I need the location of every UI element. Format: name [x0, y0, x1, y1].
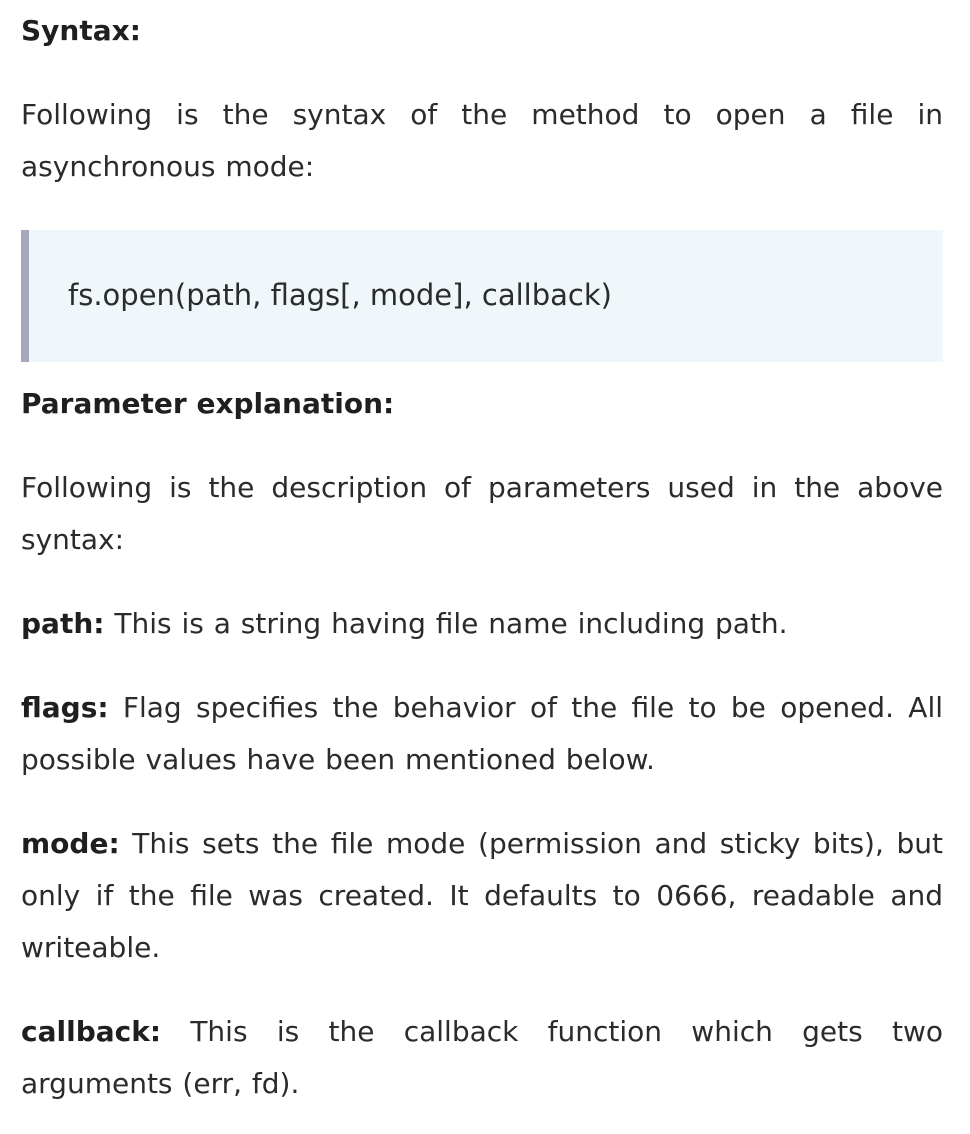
param-name: callback: — [21, 1015, 162, 1048]
param-callback — [21, 1006, 943, 1110]
parameter-intro: Following is the description of parameters used in the above syntax: — [21, 471, 943, 556]
param-description: This is a string having file name including path. — [114, 607, 788, 640]
code-block — [21, 230, 943, 362]
param-description: This sets the file mode (permission and sticky bits), but only if the file was created. It defaults to 0666, readable and writeable. — [21, 827, 943, 964]
param-path — [21, 598, 943, 650]
param-mode — [21, 818, 943, 974]
param-description: Flag specifies the behavior of the file to be opened. All possible values have been mentioned below. — [21, 691, 943, 776]
syntax-intro: Following is the syntax of the method to open a file in asynchronous mode: — [21, 98, 943, 183]
param-flags — [21, 682, 943, 786]
param-description: This is the callback function which gets two arguments (err, fd). — [21, 1015, 943, 1100]
param-name: flags: — [21, 691, 109, 724]
param-name: path: — [21, 607, 105, 640]
syntax-heading: Syntax: — [21, 14, 141, 47]
code-text: fs.open(path, flags[, mode], callback) — [68, 278, 612, 312]
parameter-heading: Parameter explanation: — [21, 387, 395, 420]
param-name: mode: — [21, 827, 120, 860]
